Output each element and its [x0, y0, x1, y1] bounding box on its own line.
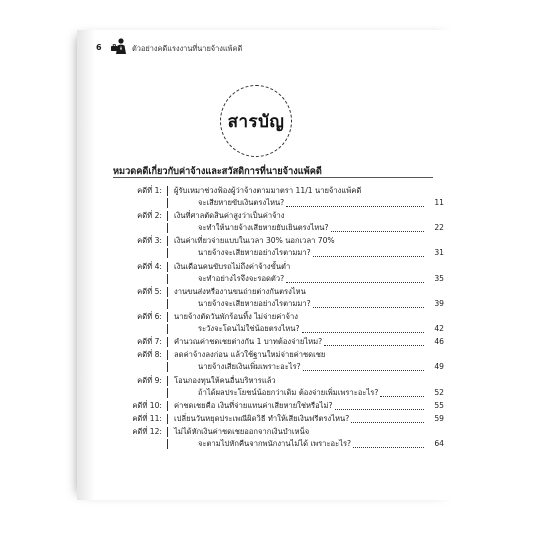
page-ref: 42: [434, 323, 444, 333]
case-title: จะทำให้นายจ้างเสียหายยับเยินตรงไหน?: [198, 223, 329, 233]
toc-entry-line: [128, 222, 444, 234]
dot-leader: [303, 358, 424, 371]
toc-entry[interactable]: [128, 235, 444, 259]
page-ref: 39: [434, 298, 444, 308]
page-ref: 22: [434, 223, 444, 233]
case-title: ถ้าได้ผลประโยชน์น้อยกว่าเดิม ต้องจ่ายเพิ่มเพราะอะไร?: [198, 387, 379, 397]
case-title: โอนกองทุนให้คนอื่นบริหารแล้ว: [174, 375, 276, 385]
page-ref: 46: [434, 337, 444, 347]
entry-divider: [167, 312, 168, 322]
case-title: นายจ้างเสียเงินเพิ่มเพราะอะไร?: [198, 362, 301, 372]
entry-divider: [167, 186, 168, 196]
entry-divider: [167, 388, 168, 398]
entry-divider: [167, 223, 168, 233]
toc-entry[interactable]: [128, 286, 444, 310]
case-label: คดีที่ 2:: [137, 211, 162, 221]
case-title: จะตามไปหักคืนจากพนักงานไม่ได้ เพราะอะไร?: [198, 439, 352, 449]
toc-entry-line: [128, 336, 444, 348]
case-label: คดีที่ 6:: [137, 311, 162, 321]
case-title: นายจ้างจะเสียหายอย่างไรตามมา?: [198, 248, 311, 258]
page-ref: 52: [434, 387, 444, 397]
entry-divider: [167, 274, 168, 284]
toc-entry[interactable]: [128, 185, 444, 209]
case-title: เปลี่ยนวันหยุดประเพณีผิดวิธี ทำให้เสียเงินฟรีตรงไหน?: [174, 413, 350, 423]
dot-leader: [353, 435, 424, 448]
case-title: เงินเดือนคนขับรถไม่ถึงค่าจ้างขั้นต่ำ: [174, 261, 291, 271]
page-ref: 64: [434, 439, 444, 449]
toc-entry-line: [128, 273, 444, 285]
toc-entry-line: [128, 247, 444, 259]
section-divider: [113, 177, 433, 178]
dot-leader: [351, 410, 424, 423]
case-label: คดีที่ 3:: [137, 236, 162, 246]
dot-leader: [380, 384, 424, 397]
dot-leader: [335, 397, 424, 410]
case-title: เงินที่ศาลตัดสินค่าสูงว่าเป็นค่าจ้าง: [174, 211, 285, 221]
entry-divider: [167, 248, 168, 258]
case-title: ลดค่าจ้างลงก่อน แล้วใช้ฐานใหม่จ่ายค่าชดเชย: [174, 350, 326, 360]
dot-leader: [313, 295, 424, 308]
page-ref: 49: [434, 362, 444, 372]
case-label: คดีที่ 11:: [132, 413, 162, 423]
entry-divider: [167, 324, 168, 334]
case-title: จะทำอย่างไรจึงจะรอดตัว?: [198, 273, 285, 283]
entry-divider: [167, 287, 168, 297]
toc-entry[interactable]: [128, 336, 444, 348]
toc-entry[interactable]: [128, 311, 444, 335]
toc-entry[interactable]: [128, 375, 444, 399]
dot-leader: [286, 194, 424, 207]
case-label: คดีที่ 8:: [137, 350, 162, 360]
toc-entry[interactable]: [128, 210, 444, 234]
case-title: นายจ้างจะเสียหายอย่างไรตามมา?: [198, 298, 311, 308]
toc-entry-line: [128, 298, 444, 310]
contents-badge: [220, 85, 292, 157]
page-ref: 11: [434, 198, 444, 207]
toc-entry-line: [128, 438, 444, 450]
toc-entry-line: [128, 197, 444, 209]
dot-leader: [324, 333, 424, 346]
case-title: ไม่ได้หักเงินค่าชดเชยออกจากเงินบำเหน็จ: [174, 427, 310, 437]
dot-leader: [302, 320, 424, 333]
entry-divider: [167, 350, 168, 360]
case-label: คดีที่ 9:: [137, 375, 162, 385]
toc-entry-line: [128, 413, 444, 425]
section-heading: หมวดคดีเกี่ยวกับค่าจ้างและสวัสดิการที่นายจ้างแพ้คดี: [113, 166, 322, 177]
dot-leader: [331, 219, 424, 232]
entry-divider: [167, 414, 168, 424]
entry-divider: [167, 198, 168, 208]
entry-divider: [167, 299, 168, 309]
case-title: คำนวณค่าชดเชยต่างกัน 1 บาทต้องจ่ายไหม?: [174, 337, 323, 347]
page-ref: 35: [434, 273, 444, 283]
case-title: เงินค่าเที่ยวจ่ายแบบในเวลา 30% นอกเวลา 70%: [174, 236, 335, 246]
page-ref: 55: [434, 400, 444, 410]
page-gutter-shadow: [77, 30, 95, 500]
page-number: 6: [96, 43, 102, 52]
toc-entry[interactable]: [128, 426, 444, 450]
dot-leader: [286, 270, 424, 283]
case-label: คดีที่ 1:: [137, 186, 162, 195]
entry-divider: [167, 376, 168, 386]
case-label: คดีที่ 10:: [132, 400, 162, 410]
entry-divider: [167, 427, 168, 437]
case-label: คดีที่ 7:: [137, 337, 162, 347]
entry-divider: [167, 236, 168, 246]
case-title: ผู้รับเหมาช่วงฟ้องผู้ว่าจ้างตามมาตรา 11/1 นายจ้างแพ้คดี: [174, 186, 362, 195]
entry-divider: [167, 362, 168, 372]
running-header-title: ตัวอย่างคดีแรงงานที่นายจ้างแพ้คดี: [132, 44, 243, 53]
case-label: คดีที่ 4:: [137, 261, 162, 271]
page-ref: 31: [434, 248, 444, 258]
case-title: ค่าชดเชยคือ เงินที่จ่ายแทนค่าเสียหายใช่หรือไม่?: [174, 400, 333, 410]
entry-divider: [167, 401, 168, 411]
toc-entry[interactable]: [128, 349, 444, 373]
page-ref: 59: [434, 413, 444, 423]
case-label: คดีที่ 12:: [132, 427, 162, 437]
lawyer-icon: [110, 37, 128, 55]
entry-divider: [167, 262, 168, 272]
entry-divider: [167, 439, 168, 449]
case-title: ระวังจะโดนไม่ใช่น้อยตรงไหน?: [198, 323, 300, 333]
toc-entry[interactable]: [128, 261, 444, 285]
page-header: [96, 37, 436, 59]
toc-entry-line: [128, 361, 444, 373]
dot-leader: [313, 244, 424, 257]
case-title: งานขนส่งหรืองานขนถ่ายต่างกันตรงไหน: [174, 286, 306, 296]
entry-divider: [167, 337, 168, 347]
entry-divider: [167, 211, 168, 221]
case-label: คดีที่ 5:: [137, 286, 162, 296]
case-title: นายจ้างตัดวันพักร้อนทิ้ง ไม่จ่ายค่าจ้าง: [174, 311, 298, 321]
contents-title: สารบัญ: [227, 111, 285, 132]
table-of-contents: [128, 185, 444, 451]
toc-entry[interactable]: [128, 413, 444, 425]
case-title: จะเสียหายขับเงินตรงไหน?: [198, 198, 285, 207]
